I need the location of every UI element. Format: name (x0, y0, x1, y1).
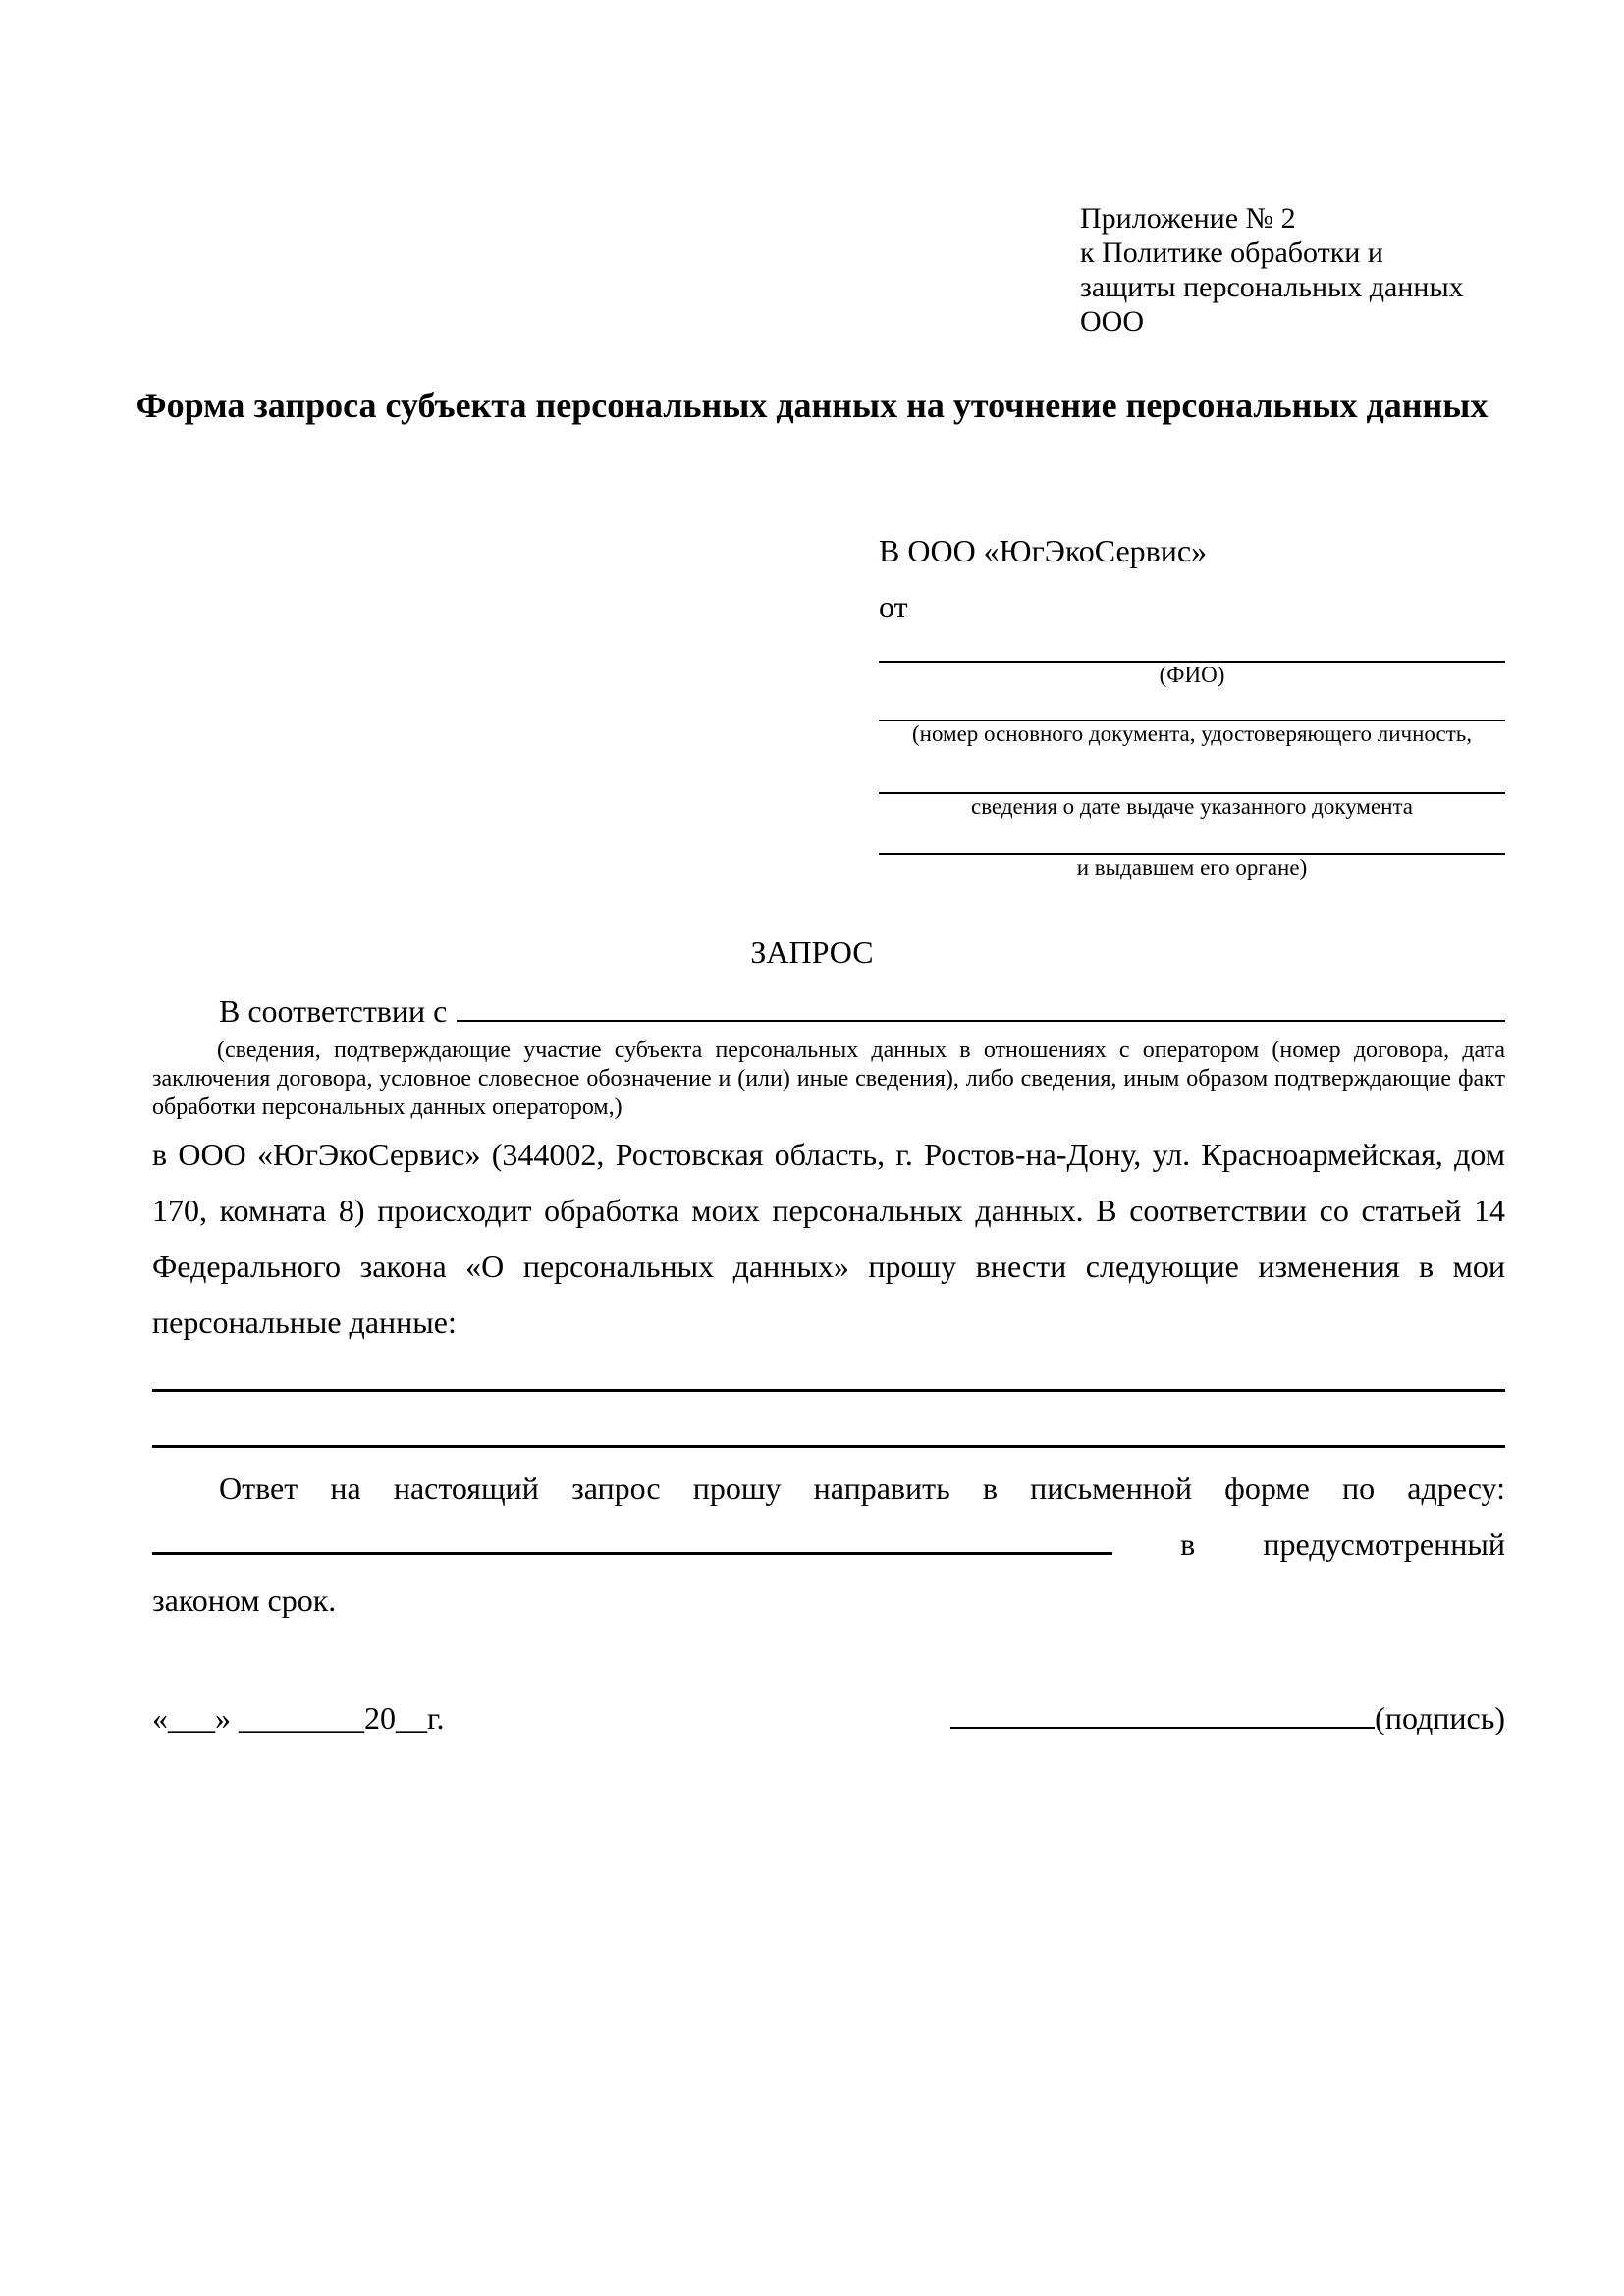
appendix-note (1080, 201, 1512, 339)
date-blank: «___» ________20__г. (152, 1700, 445, 1735)
accordance-blank-line (457, 1020, 1505, 1022)
doc-number-blank-line (879, 688, 1505, 721)
from-label: от (879, 589, 908, 624)
accordance-caption: (сведения, подтверждающие участие субъекта персональных данных в отношениях с оператором (номер договора, дата заключения договора, условное словесное обозначение и (или) иные сведения), либо сведения, иным образом подтверждающие факт обработки персональных данных оператором,) (152, 1038, 1505, 1120)
answer-word: предусмотренный (1263, 1526, 1505, 1562)
answer-request-line: Ответ на настоящий запрос прошу направить в письменной форме по адресу: (219, 1470, 1505, 1506)
doc-date-caption: сведения о дате выдаче указанного документа (970, 794, 1414, 819)
answer-paragraph (152, 1461, 1505, 1629)
address-blank-line (152, 1552, 1112, 1555)
answer-address-row (152, 1517, 1505, 1573)
signature-row (152, 1690, 1505, 1746)
doc-date-blank-line (879, 747, 1505, 794)
signature-group (950, 1690, 1505, 1746)
accordance-row (152, 989, 1505, 1034)
appendix-note-line: ООО (1080, 305, 1144, 338)
recipient-to: В ООО «ЮгЭкоСервис» (879, 533, 1208, 568)
fio-blank-line (879, 635, 1505, 663)
body-paragraph: в ООО «ЮгЭкоСервис» (344002, Ростовская область, г. Ростов-на-Дону, ул. Красноармейская, дом 170, комната 8) происходит обработка моих персональных данных. В соответствии со статьей 14 Федерального закона «О персональных данных» прошу внести следующие изменения в мои персональные данные: (152, 1137, 1505, 1340)
doc-number-caption: (номер основного документа, удостоверяющего личность, (911, 721, 1472, 746)
accordance-prefix: В соответствии с (219, 993, 448, 1029)
doc-issuer-blank-line (879, 820, 1505, 855)
recipient-block (879, 523, 1505, 881)
signature-blank-line (950, 1727, 1375, 1729)
appendix-note-line: Приложение № 2 (1080, 202, 1296, 235)
appendix-note-line: к Политике обработки и (1080, 237, 1383, 269)
fio-caption: (ФИО) (1159, 663, 1225, 687)
doc-issuer-caption: и выдавшем его органе) (1076, 855, 1308, 880)
changes-blank-line-2 (152, 1420, 1505, 1448)
signature-caption: (подпись) (1375, 1700, 1505, 1735)
answer-word: в (1180, 1526, 1196, 1562)
changes-blank-line-1 (152, 1364, 1505, 1392)
request-heading: ЗАПРОС (750, 934, 874, 970)
document-title: Форма запроса субъекта персональных данных на уточнение персональных данных (135, 386, 1489, 425)
appendix-note-line: защиты персональных данных (1080, 271, 1464, 303)
answer-tail: законом срок. (152, 1582, 337, 1618)
